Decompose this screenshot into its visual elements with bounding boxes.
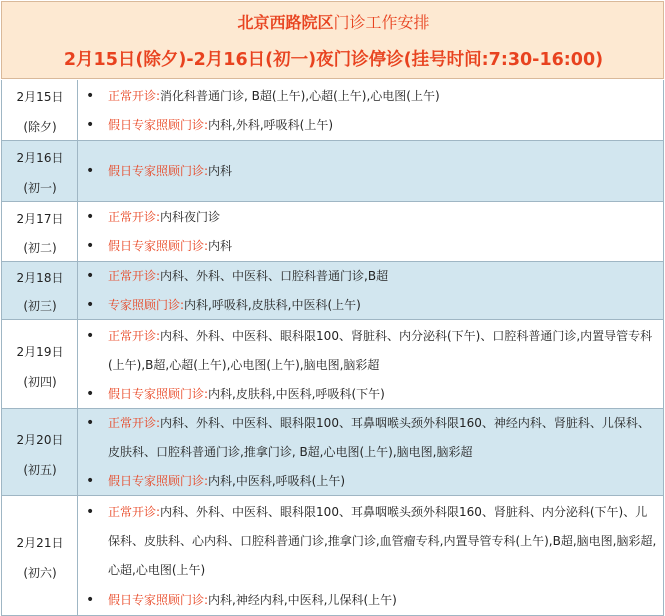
date-label: 2月16日	[16, 151, 64, 165]
bullet-icon: •	[86, 117, 95, 133]
title-schedule: 门诊工作安排	[333, 13, 430, 32]
list-item	[86, 111, 658, 140]
item-label: 假日专家照顾门诊:	[108, 164, 209, 178]
day-label: (初四)	[23, 375, 57, 389]
date-cell	[2, 80, 78, 140]
item-text: 内科夜门诊	[160, 210, 221, 224]
list-item	[86, 82, 658, 111]
header-banner	[1, 1, 664, 79]
bullet-icon: •	[86, 88, 95, 104]
date-cell	[2, 202, 78, 261]
list-item	[86, 262, 658, 291]
item-text: 内科	[208, 239, 233, 253]
item-text: 消化科普通门诊, B超(上午),心超(上午),心电图(上午)	[160, 89, 440, 103]
date-label: 2月20日	[16, 433, 64, 447]
date-cell	[2, 496, 78, 615]
bullet-icon: •	[86, 238, 95, 254]
date-label: 2月21日	[16, 536, 64, 550]
list-item	[86, 291, 658, 320]
item-text: 内科,中医科,呼吸科(上午)	[208, 474, 346, 488]
item-label: 正常开诊:	[108, 329, 161, 343]
schedule-row	[1, 320, 664, 409]
date-label: 2月15日	[16, 90, 64, 104]
item-label: 正常开诊:	[108, 269, 161, 283]
list-item	[86, 157, 658, 186]
bullet-icon: •	[86, 473, 95, 489]
day-label: (除夕)	[23, 120, 57, 134]
schedule-row	[1, 141, 664, 202]
date-cell	[2, 262, 78, 319]
item-label: 正常开诊:	[108, 210, 161, 224]
schedule-row	[1, 409, 664, 496]
bullet-icon: •	[86, 504, 95, 520]
list-item	[86, 409, 658, 467]
list-item	[86, 322, 658, 380]
item-text: 内科,外科,呼吸科(上午)	[208, 118, 334, 132]
schedule-row	[1, 80, 664, 141]
item-label: 正常开诊:	[108, 416, 161, 430]
date-cell	[2, 409, 78, 495]
bullet-icon: •	[86, 592, 95, 608]
list-item	[86, 232, 658, 261]
item-text: 内科,呼吸科,皮肤科,中医科(上午)	[184, 298, 361, 312]
bullet-icon: •	[86, 268, 95, 284]
item-text: 内科,皮肤科,中医科,呼吸科(下午)	[208, 387, 385, 401]
item-text: 内科、外科、中医科、眼科限100、耳鼻咽喉头颈外科限160、肾脏科、内分泌科(下午)、儿保科、皮肤科、心内科、口腔科普通门诊,推拿门诊,血管瘤专科,内置导管专科(上午),B超,脑电图,脑彩超,心超,心电图(上午)	[108, 505, 657, 577]
bullet-icon: •	[86, 386, 95, 402]
item-label: 假日专家照顾门诊:	[108, 593, 209, 607]
item-text: 内科,神经内科,中医科,儿保科(上午)	[208, 593, 397, 607]
item-text: 内科、外科、中医科、眼科限100、肾脏科、内分泌科(下午)、口腔科普通门诊,内置导管专科(上午),B超,心超(上午),心电图(上午),脑电图,脑彩超	[108, 329, 653, 372]
item-label: 专家照顾门诊:	[108, 298, 185, 312]
schedule-row	[1, 262, 664, 320]
bullet-icon: •	[86, 415, 95, 431]
list-item	[86, 586, 658, 615]
day-label: (初二)	[23, 241, 57, 255]
bullet-icon: •	[86, 209, 95, 225]
item-label: 假日专家照顾门诊:	[108, 474, 209, 488]
title-campus: 北京西路院区	[237, 13, 334, 32]
day-label: (初六)	[23, 566, 57, 580]
item-label: 正常开诊:	[108, 89, 161, 103]
item-text: 内科、外科、中医科、眼科限100、耳鼻咽喉头颈外科限160、神经内科、肾脏科、儿保科、皮肤科、口腔科普通门诊,推拿门诊, B超,心电图(上午),脑电图,脑彩超	[108, 416, 650, 459]
bullet-icon: •	[86, 163, 95, 179]
date-label: 2月19日	[16, 345, 64, 359]
day-label: (初三)	[23, 299, 57, 313]
bullet-icon: •	[86, 328, 95, 344]
date-cell	[2, 141, 78, 201]
item-label: 假日专家照顾门诊:	[108, 387, 209, 401]
item-label: 假日专家照顾门诊:	[108, 239, 209, 253]
page-title	[2, 10, 665, 33]
item-text: 内科、外科、中医科、口腔科普通门诊,B超	[160, 269, 389, 283]
bullet-icon: •	[86, 297, 95, 313]
date-label: 2月18日	[16, 271, 64, 285]
list-item	[86, 498, 658, 585]
date-cell	[2, 320, 78, 408]
page-subtitle: 2月15日(除夕)-2月16日(初一)夜门诊停诊(挂号时间:7:30-16:00)	[63, 50, 604, 70]
schedule-row	[1, 496, 664, 616]
date-label: 2月17日	[16, 212, 64, 226]
item-label: 正常开诊:	[108, 505, 161, 519]
list-item	[86, 380, 658, 409]
day-label: (初一)	[23, 181, 57, 195]
item-text: 内科	[208, 164, 233, 178]
schedule-row	[1, 202, 664, 262]
item-label: 假日专家照顾门诊:	[108, 118, 209, 132]
list-item	[86, 467, 658, 496]
day-label: (初五)	[23, 463, 57, 477]
list-item	[86, 203, 658, 232]
